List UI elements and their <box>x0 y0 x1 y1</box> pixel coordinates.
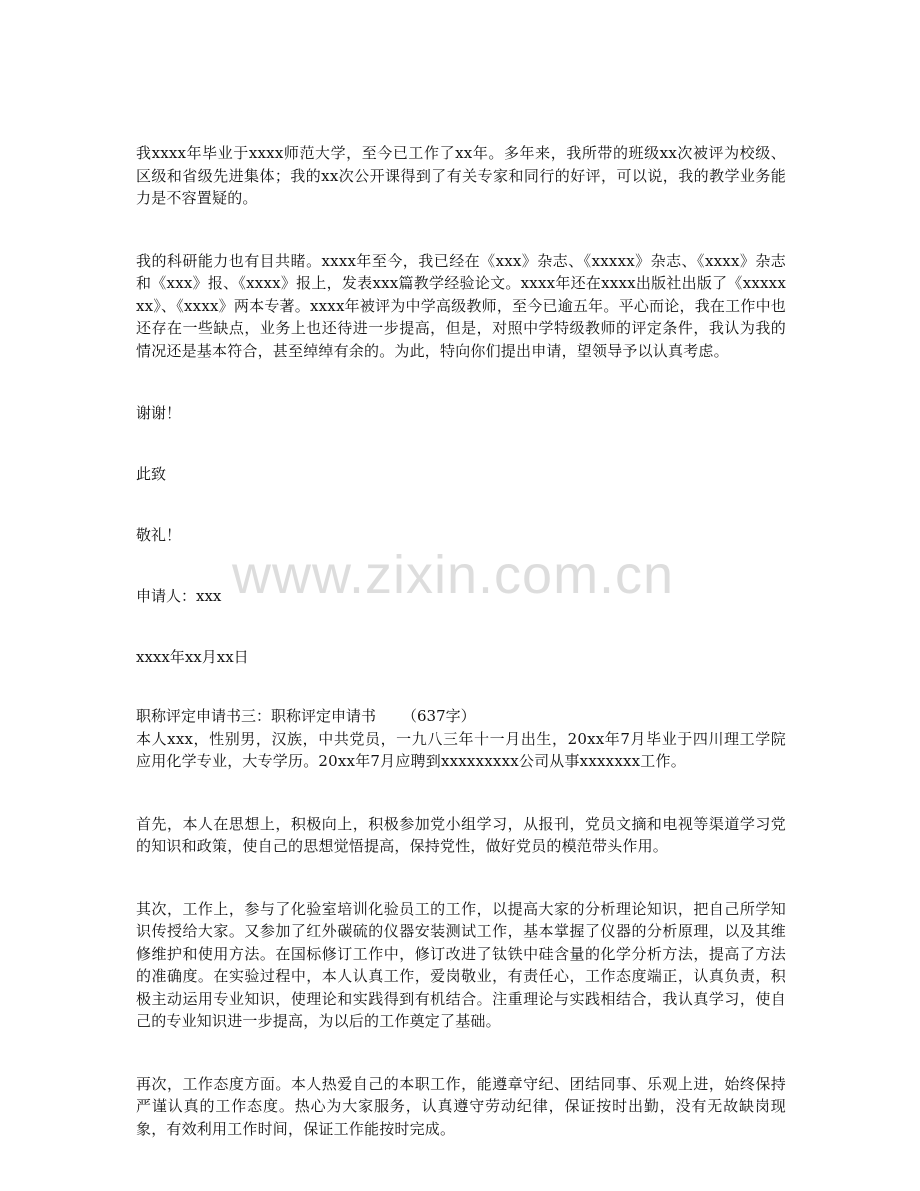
section-title: 职称评定申请书三：职称评定申请书 <box>136 707 377 725</box>
paragraph-graduation: 我xxxx年毕业于xxxx师范大学，至今已工作了xx年。多年来，我所带的班级xx次被评为校级、区级和省级先进集体；我的xx次公开课得到了有关专家和同行的好评，可以说，我的教学业务能力是不容置疑的。 <box>136 144 786 207</box>
paragraph-ideology: 首先，本人在思想上，积极向上，积极参加党小组学习，从报刊，党员文摘和电视等渠道学习党的知识和政策，使自己的思想觉悟提高，保持党性，做好党员的模范带头作用。 <box>136 814 786 855</box>
date-line: xxxx年xx月xx日 <box>136 648 249 666</box>
paragraph-research: 我的科研能力也有目共睹。xxxx年至今，我已经在《xxx》杂志、《xxxxx》杂志、《xxxx》杂志和《xxx》报、《xxxx》报上，发表xxx篇教学经验论文。xxxx年还在xxxx出版社出版了《xxxxxxx》、《xxxx》两本专著。xxxx年被评为中学高级教师，至今已逾五年。平心而论，我在工作中也还存在一些缺点，业务上也还待进一步提高，但是，对照中学特级教师的评定条件，我认为我的情况还是基本符合，甚至绰绰有余的。为此，特向你们提出申请，望领导予以认真考虑。 <box>136 251 786 360</box>
paragraph-work: 其次，工作上，参与了化验室培训化验员工的工作，以提高大家的分析理论知识，把自己所学知识传授给大家。又参加了红外碳硫的仪器安装测试工作，基本掌握了仪器的分析原理，以及其维修维护和使用方法。在国标修订工作中，修订改进了钛铁中硅含量的化学分析方法，提高了方法的准确度。在实验过程中，本人认真工作，爱岗敬业，有责任心，工作态度端正，认真负责，积极主动运用专业知识，使理论和实践得到有机结合。注重理论与实践相结合，我认真学习，使自己的专业知识进一步提高，为以后的工作奠定了基础。 <box>136 899 786 1030</box>
paragraph-personal-info: 本人xxx，性别男，汉族，中共党员，一九八三年十一月出生，20xx年7月毕业于四川理工学院应用化学专业，大专学历。20xx年7月应聘到xxxxxxxxx公司从事xxxxxxx工作。 <box>136 729 786 770</box>
paragraph-attitude: 再次，工作态度方面。本人热爱自己的本职工作，能遵章守纪、团结同事、乐观上进，始终保持严谨认真的工作态度。热心为大家服务，认真遵守劳动纪律，保证按时出勤，没有无故缺岗现象，有效利用工作时间，保证工作能按时完成。 <box>136 1074 786 1138</box>
watermark: www.zixin.com.cn <box>232 545 675 605</box>
section-heading <box>136 705 786 728</box>
document-body <box>136 142 786 1140</box>
applicant-line: 申请人：xxx <box>136 587 222 605</box>
thanks-line: 谢谢！ <box>136 404 182 422</box>
salutation-line-1: 此致 <box>136 465 167 483</box>
section-word-count: （637字） <box>402 707 476 725</box>
salutation-line-2: 敬礼！ <box>136 526 182 544</box>
